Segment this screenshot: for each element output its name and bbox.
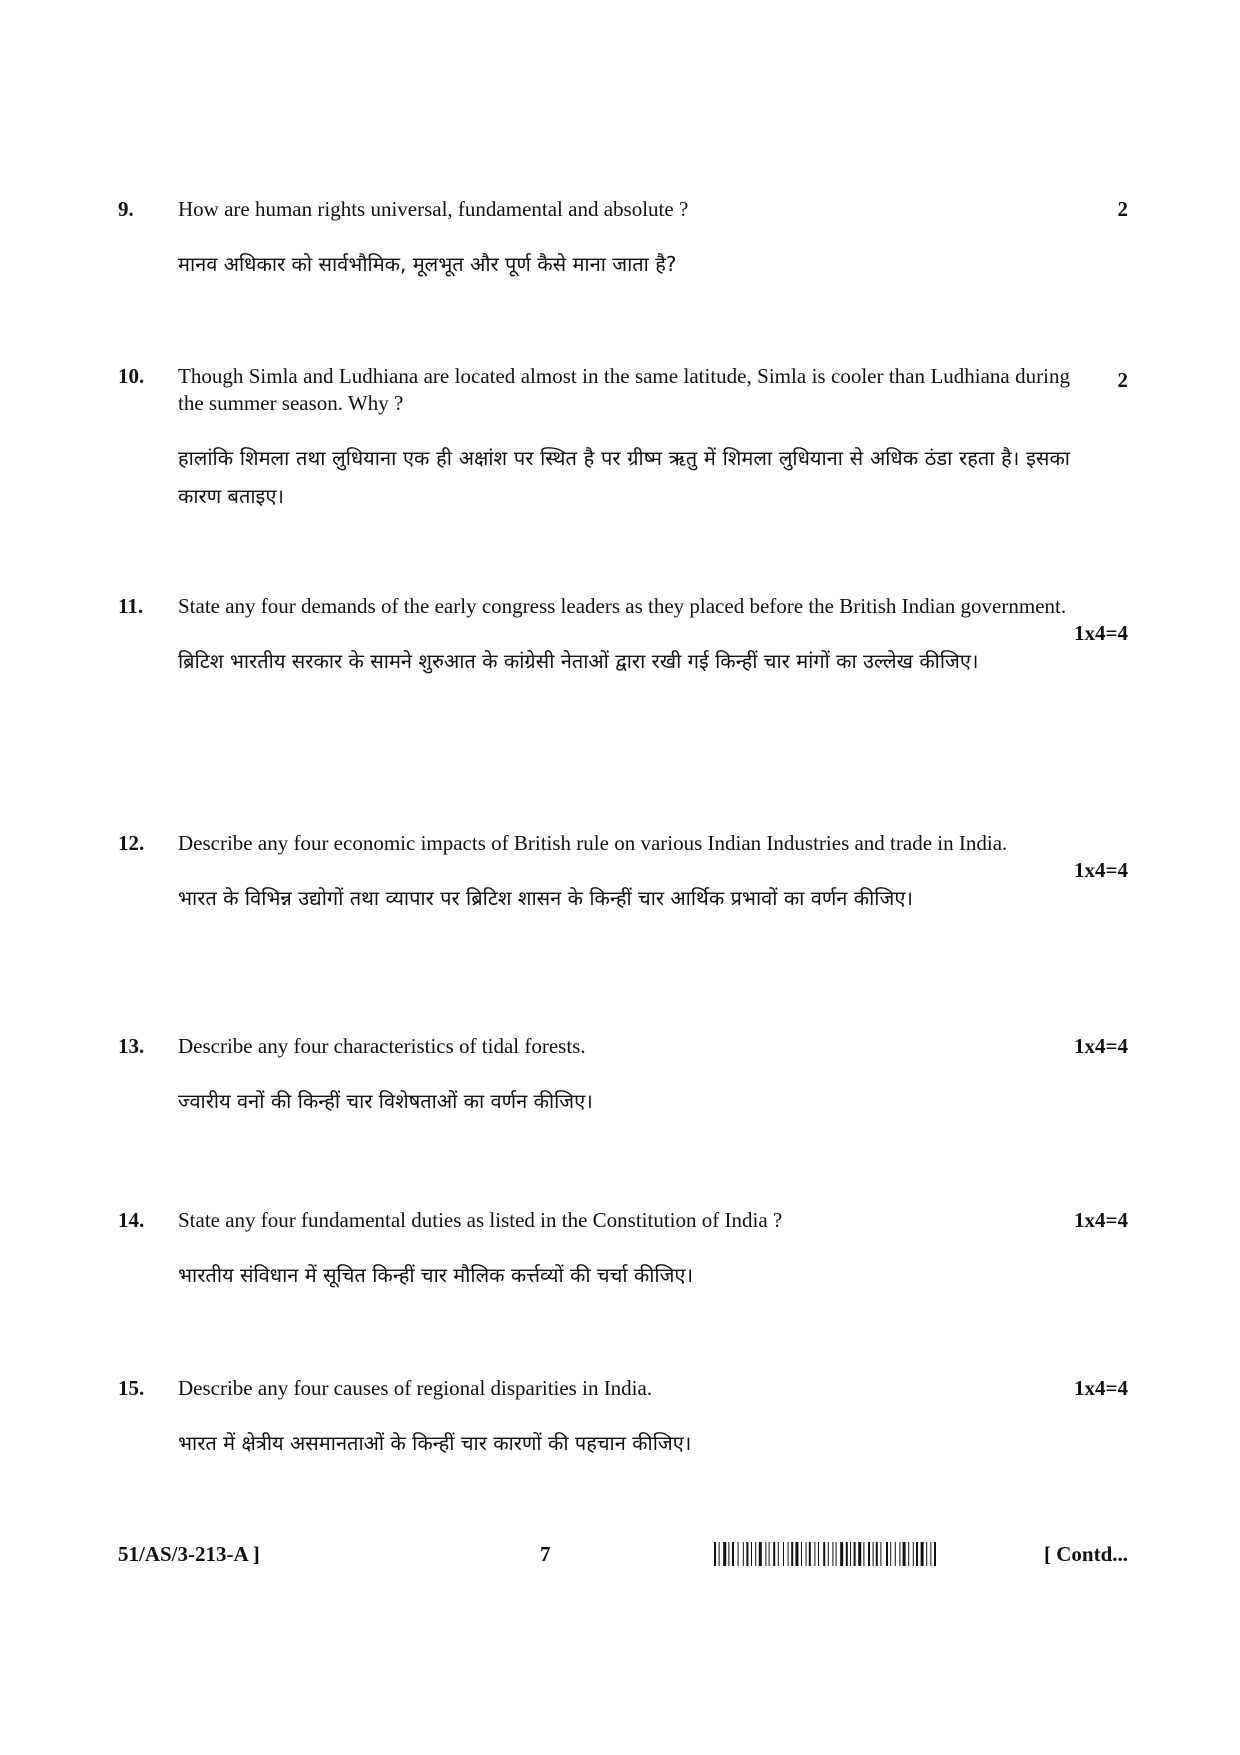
question-text-english: How are human rights universal, fundamental and absolute ? <box>178 197 689 221</box>
question-number: 9. <box>118 197 134 221</box>
question-text-hindi: भारत के विभिन्न उद्योगों तथा व्यापार पर ब्रिटिश शासन के किन्हीं चार आर्थिक प्रभावों का वर्णन कीजिए। <box>178 886 913 910</box>
question-text-english: Though Simla and Ludhiana are located almost in the same latitude, Simla is cooler than Ludhiana during the summer season. Why ? <box>178 364 1070 415</box>
question-text-hindi: ब्रिटिश भारतीय सरकार के सामने शुरुआत के कांग्रेसी नेताओं द्वारा रखी गई किन्हीं चार मांगों का उल्लेख कीजिए। <box>178 649 979 673</box>
question-text-english: State any four demands of the early congress leaders as they placed before the British Indian government. <box>178 594 1067 618</box>
question-number: 15. <box>118 1376 145 1400</box>
paper-code: 51/AS/3-213-A ] <box>118 1542 260 1566</box>
question-number: 10. <box>118 364 145 388</box>
barcode-icon <box>714 1542 1032 1566</box>
question-text-hindi: भारतीय संविधान में सूचित किन्हीं चार मौलिक कर्त्तव्यों की चर्चा कीजिए। <box>178 1263 694 1287</box>
question-text-hindi: भारत में क्षेत्रीय असमानताओं के किन्हीं चार कारणों की पहचान कीजिए। <box>178 1431 692 1455</box>
question-text-english: Describe any four characteristics of tidal forests. <box>178 1034 586 1058</box>
question-text-hindi: मानव अधिकार को सार्वभौमिक, मूलभूत और पूर्ण कैसे माना जाता है? <box>178 252 677 276</box>
question-text-hindi: हालांकि शिमला तथा लुधियाना एक ही अक्षांश पर स्थित है पर ग्रीष्म ऋतु में शिमला लुधियाना से अधिक ठंडा रहता है। इसका कारण बताइए। <box>178 446 1070 508</box>
question-marks: 1x4=4 <box>1074 621 1128 645</box>
question-number: 12. <box>118 831 145 855</box>
question-marks: 2 <box>1117 197 1128 221</box>
continued-label: [ Contd... <box>1043 1542 1128 1566</box>
question-text-english: Describe any four causes of regional disparities in India. <box>178 1376 653 1400</box>
question-number: 13. <box>118 1034 145 1058</box>
question-marks: 1x4=4 <box>1074 1376 1128 1400</box>
question-number: 14. <box>118 1208 145 1232</box>
question-marks: 1x4=4 <box>1074 1034 1128 1058</box>
question-marks: 1x4=4 <box>1074 1208 1128 1232</box>
question-text-english: State any four fundamental duties as listed in the Constitution of India ? <box>178 1208 783 1232</box>
page-footer <box>118 1537 1128 1571</box>
question-text-english: Describe any four economic impacts of British rule on various Indian Industries and trade in India. <box>178 831 1008 855</box>
question-marks: 1x4=4 <box>1074 858 1128 882</box>
question-marks: 2 <box>1117 368 1128 392</box>
question-number: 11. <box>118 594 144 618</box>
page-number: 7 <box>540 1542 551 1566</box>
question-text-hindi: ज्वारीय वनों की किन्हीं चार विशेषताओं का वर्णन कीजिए। <box>178 1089 593 1113</box>
